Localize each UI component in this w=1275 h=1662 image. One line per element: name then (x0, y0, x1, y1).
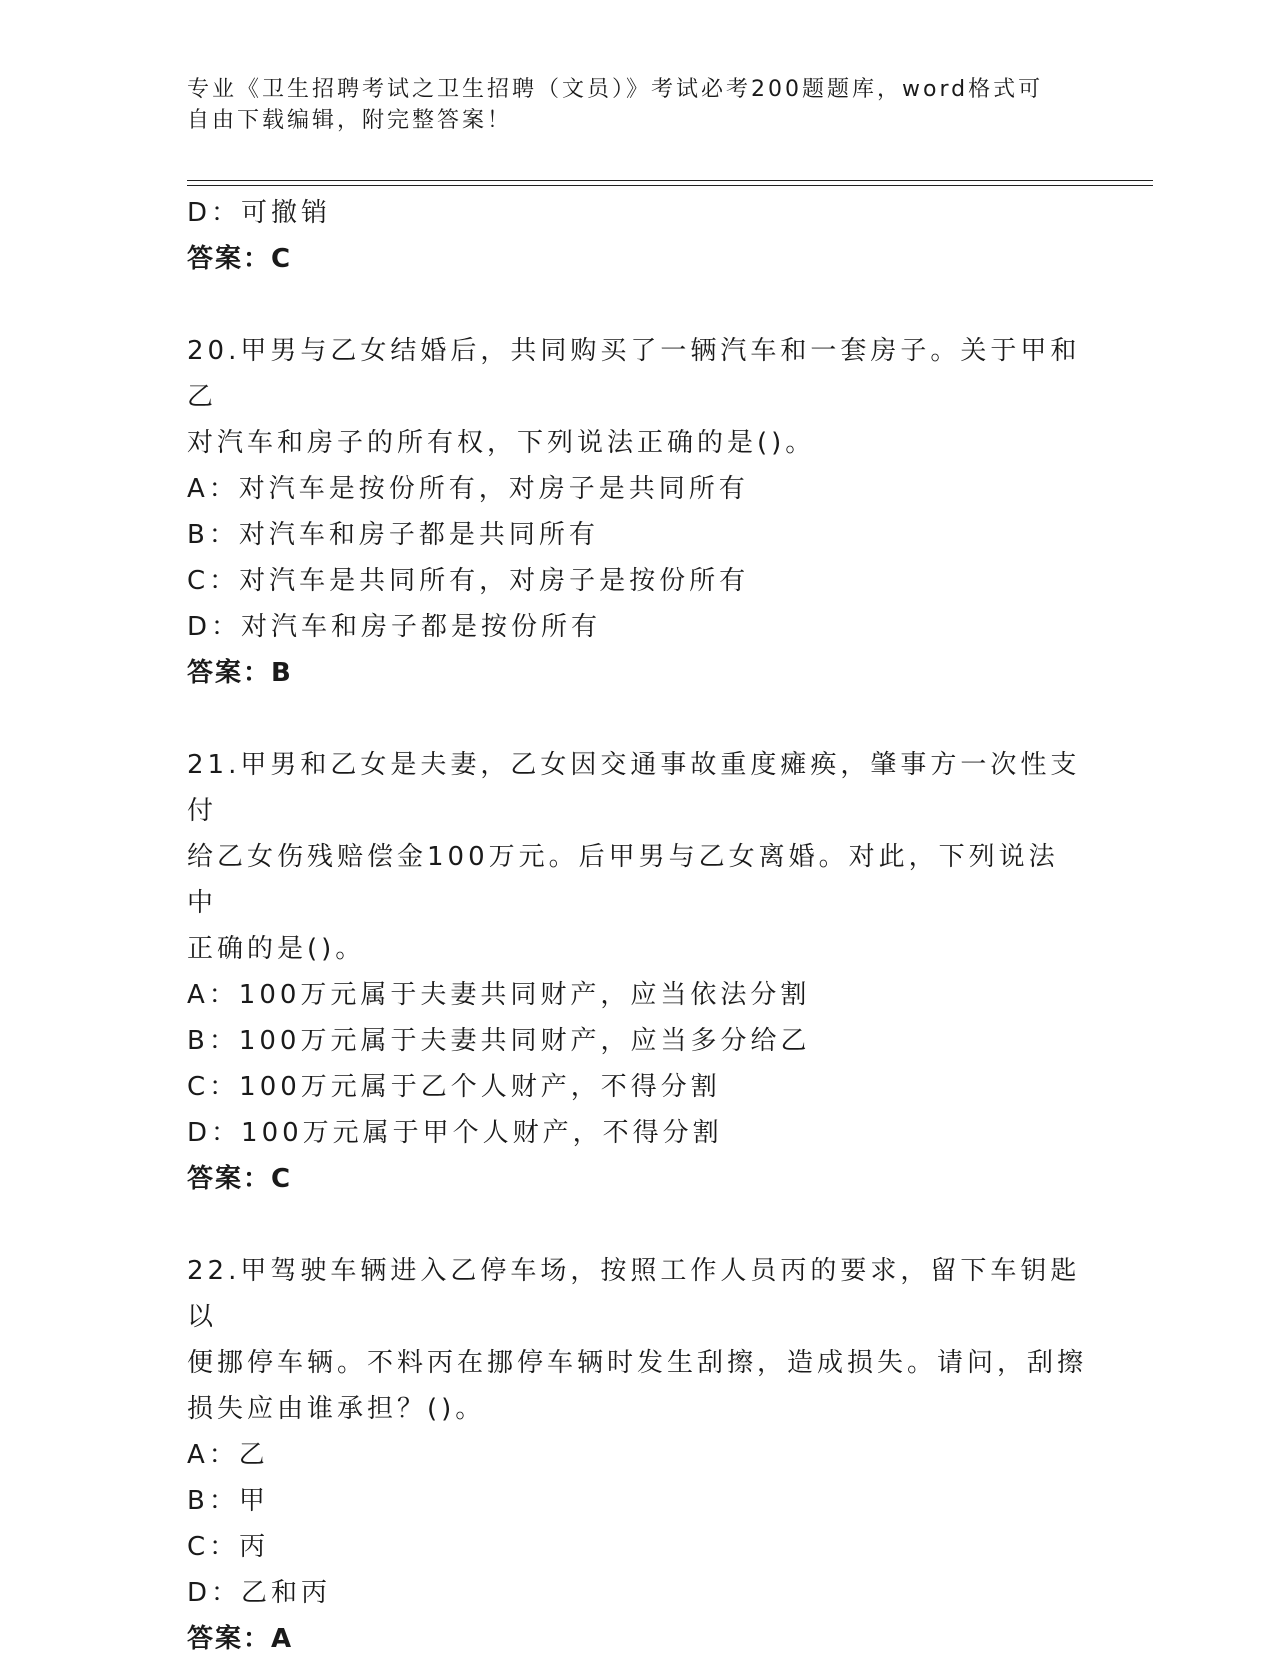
option-b: B：100万元属于夫妻共同财产，应当多分给乙 (187, 1026, 811, 1056)
option-c: C：丙 (187, 1532, 270, 1562)
question-text-line: 正确的是()。 (187, 934, 366, 964)
answer: 答案：A (187, 1624, 294, 1654)
question-text-line: 对汽车和房子的所有权，下列说法正确的是()。 (187, 428, 816, 458)
question-20 (187, 328, 1087, 696)
option-a: A：乙 (187, 1440, 269, 1470)
spacer (187, 1202, 1087, 1248)
document-body (187, 190, 1087, 1662)
header-rule-bottom (187, 185, 1153, 186)
question-text-line: 损失应由谁承担？()。 (187, 1394, 486, 1424)
spacer (187, 696, 1087, 742)
option-a: A：100万元属于夫妻共同财产，应当依法分割 (187, 980, 811, 1010)
option-d: D：对汽车和房子都是按份所有 (187, 612, 602, 642)
spacer (187, 282, 1087, 328)
option-b: B：对汽车和房子都是共同所有 (187, 520, 599, 550)
answer: 答案：C (187, 244, 293, 274)
option-a: A：对汽车是按份所有，对房子是共同所有 (187, 474, 749, 504)
question-22 (187, 1248, 1087, 1662)
question-text-line: 给乙女伤残赔偿金100万元。后甲男与乙女离婚。对此，下列说法中 (187, 842, 1059, 918)
question-text-line: 21.甲男和乙女是夫妻，乙女因交通事故重度瘫痪，肇事方一次性支付 (187, 750, 1081, 826)
question-text-line: 便挪停车辆。不料丙在挪停车辆时发生刮擦，造成损失。请问，刮擦 (187, 1348, 1088, 1378)
question-21 (187, 742, 1087, 1202)
document-header: 专业《卫生招聘考试之卫生招聘（文员）》考试必考200题题库，word格式可自由下载编辑，附完整答案！ (187, 77, 1044, 133)
question-text-line: 20.甲男与乙女结婚后，共同购买了一辆汽车和一套房子。关于甲和乙 (187, 336, 1081, 412)
option-d: D：乙和丙 (187, 1578, 332, 1608)
option-d: D：可撤销 (187, 198, 332, 228)
answer: 答案：B (187, 658, 293, 688)
option-c: C：100万元属于乙个人财产，不得分割 (187, 1072, 721, 1102)
option-d: D：100万元属于甲个人财产，不得分割 (187, 1118, 723, 1148)
option-b: B：甲 (187, 1486, 269, 1516)
option-c: C：对汽车是共同所有，对房子是按份所有 (187, 566, 750, 596)
answer: 答案：C (187, 1164, 293, 1194)
question-text-line: 22.甲驾驶车辆进入乙停车场，按照工作人员丙的要求，留下车钥匙以 (187, 1256, 1081, 1332)
header-rule-top (187, 180, 1153, 181)
